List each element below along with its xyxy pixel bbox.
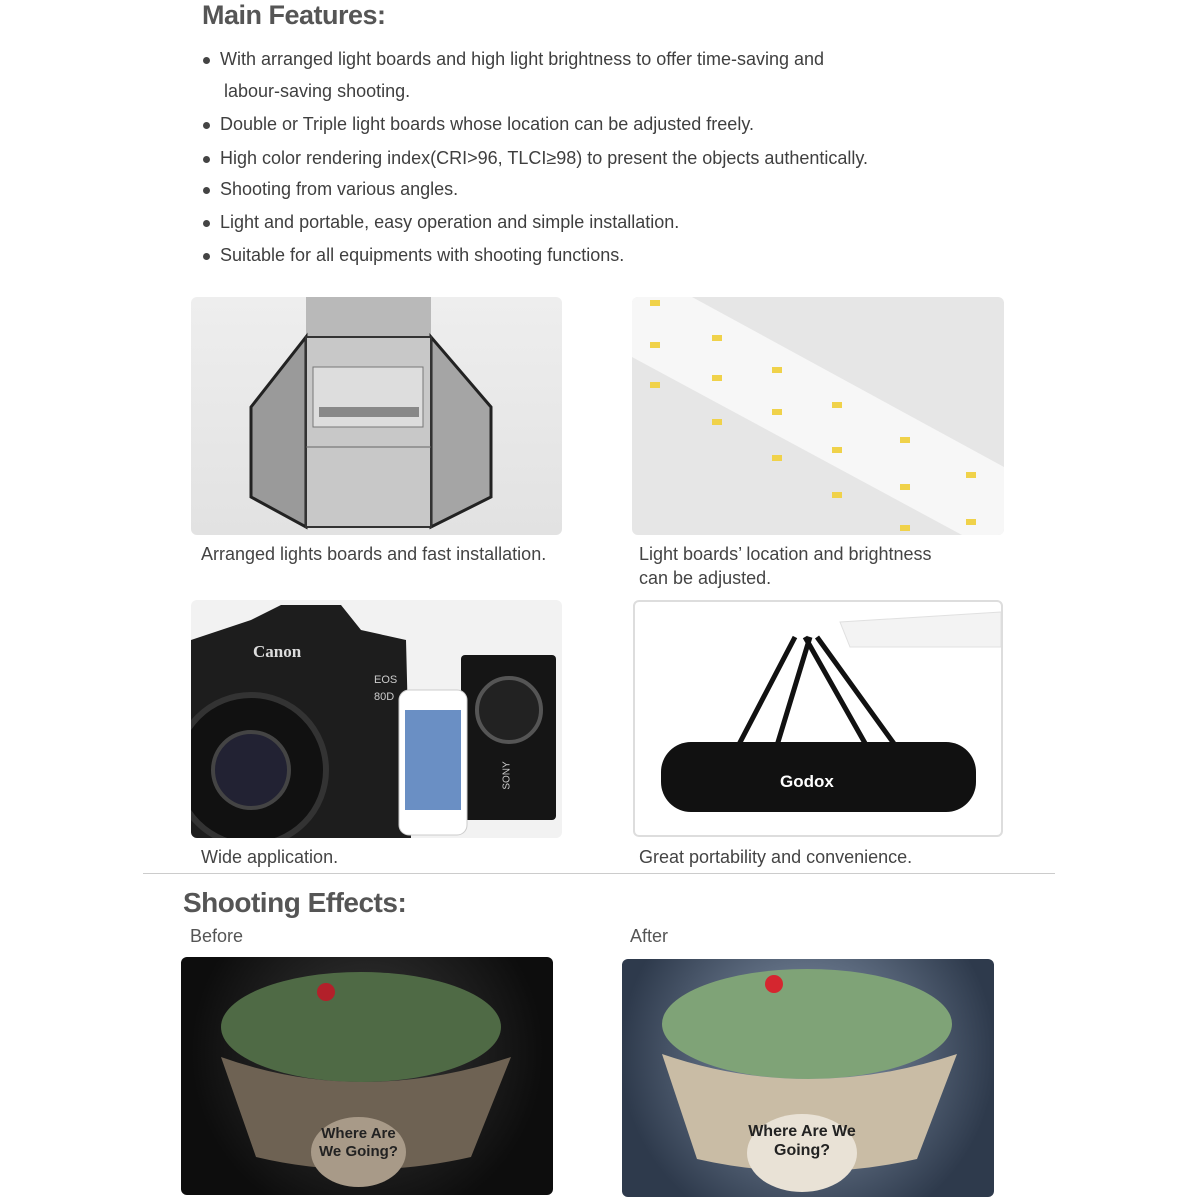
section-divider	[143, 873, 1055, 874]
sony-logo: SONY	[501, 761, 513, 790]
feature-text: Double or Triple light boards whose location can be adjusted freely.	[220, 114, 754, 134]
feature-bullet	[203, 212, 679, 232]
feature-text: High color rendering index(CRI>96, TLCI≥98) to present the objects authentically.	[220, 148, 869, 168]
lightbox-photo	[191, 297, 562, 535]
feature-bullet	[203, 148, 868, 168]
led-board-photo	[632, 297, 1004, 535]
bullet-icon	[203, 122, 210, 129]
carry-bag-photo	[633, 600, 1003, 837]
bullet-icon	[203, 156, 210, 163]
feature-text: Shooting from various angles.	[220, 179, 459, 199]
gallery-caption: Arranged lights boards and fast installation.	[201, 544, 547, 564]
gallery-caption: Wide application.	[201, 847, 339, 867]
feature-continuation: labour-saving shooting.	[224, 81, 411, 101]
feature-text: Light and portable, easy operation and simple installation.	[220, 212, 680, 232]
after-photo	[622, 959, 994, 1197]
after-sign: Where Are We Going?	[747, 1114, 857, 1192]
lightbox-illustration	[191, 297, 562, 535]
gallery-caption: Great portability and convenience.	[639, 847, 913, 867]
feature-bullet	[203, 179, 458, 199]
carry-bag-illustration	[635, 602, 1001, 835]
before-photo	[181, 957, 553, 1195]
bullet-icon	[203, 220, 210, 227]
cameras-illustration	[191, 600, 562, 838]
feature-bullet	[203, 114, 754, 134]
bullet-icon	[203, 187, 210, 194]
before-label: Before	[190, 926, 244, 946]
gallery-caption-line2: can be adjusted.	[639, 568, 772, 588]
feature-bullet	[203, 49, 824, 69]
bullet-icon	[203, 253, 210, 260]
gallery-caption-line1: Light boards’ location and brightness	[639, 544, 932, 564]
godox-logo: Godox	[780, 772, 834, 791]
after-label: After	[630, 926, 669, 946]
feature-bullet	[203, 245, 624, 265]
canon-logo: Canon	[253, 642, 302, 661]
feature-text: Suitable for all equipments with shooting functions.	[220, 245, 625, 265]
camera-model-label: EOS 80D	[374, 674, 398, 703]
feature-text: With arranged light boards and high light brightness to offer time-saving and	[220, 49, 825, 69]
led-board-illustration	[632, 297, 1004, 535]
main-features-title: Main Features:	[202, 0, 386, 30]
cameras-photo	[191, 600, 562, 838]
before-sign: Where Are We Going?	[311, 1117, 406, 1187]
bullet-icon	[203, 57, 210, 64]
shooting-effects-title: Shooting Effects:	[183, 887, 407, 918]
